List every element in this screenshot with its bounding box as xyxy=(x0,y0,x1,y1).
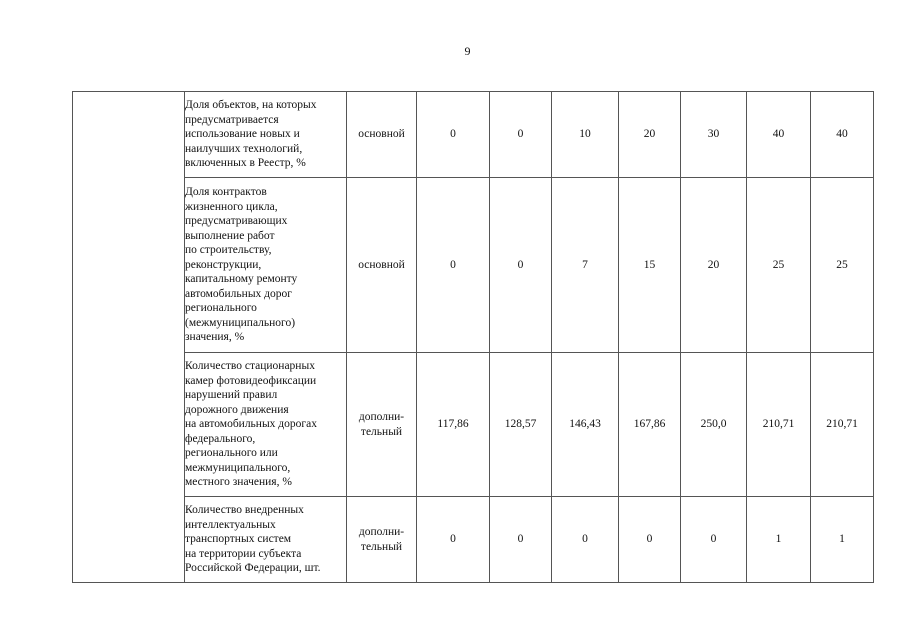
value-cell: 1 xyxy=(747,497,811,583)
indicator-name-line: наилучших технологий, xyxy=(185,142,303,155)
table-row xyxy=(73,92,874,178)
value-cell: 128,57 xyxy=(490,353,552,497)
value-cell: 117,86 xyxy=(417,353,490,497)
indicator-name-line: федерального, xyxy=(185,432,256,445)
indicator-name-line: местного значения, % xyxy=(185,476,292,489)
value-cell: 0 xyxy=(490,92,552,178)
indicator-name-line: камер фотовидеофиксации xyxy=(185,374,317,387)
indicator-name-line: Доля контрактов xyxy=(185,186,267,199)
indicator-name-line: предусматривается xyxy=(185,113,279,126)
indicator-name-cell xyxy=(185,178,347,353)
value-cell: 40 xyxy=(747,92,811,178)
indicator-type-line: тельный xyxy=(360,540,403,553)
indicator-type-cell xyxy=(347,353,417,497)
indicator-name-line: Доля объектов, на которых xyxy=(185,99,317,112)
value-cell: 15 xyxy=(619,178,681,353)
table-row xyxy=(73,353,874,497)
indicator-type-cell xyxy=(347,178,417,353)
indicator-name-line: (межмуниципального) xyxy=(185,316,296,329)
value-cell: 30 xyxy=(681,92,747,178)
value-cell: 7 xyxy=(552,178,619,353)
indicator-name-cell xyxy=(185,92,347,178)
indicator-name-line: на территории субъекта xyxy=(185,547,302,560)
indicators-table xyxy=(72,91,874,583)
indicator-name-cell xyxy=(185,497,347,583)
indicator-name-line: на автомобильных дорогах xyxy=(185,418,317,431)
indicator-name-line: нарушений правил xyxy=(185,389,278,402)
value-cell: 0 xyxy=(490,178,552,353)
indicator-name-line: по строительству, xyxy=(185,244,272,257)
value-cell: 0 xyxy=(417,497,490,583)
value-cell: 0 xyxy=(681,497,747,583)
table-row xyxy=(73,497,874,583)
indicator-name-line: регионального или xyxy=(185,447,278,460)
value-cell: 25 xyxy=(811,178,874,353)
indicator-name-line: интеллектуальных xyxy=(185,518,276,531)
indicator-name-line: Количество стационарных xyxy=(185,360,315,373)
value-cell: 167,86 xyxy=(619,353,681,497)
indicators-table-body xyxy=(73,92,874,583)
value-cell: 20 xyxy=(619,92,681,178)
indicator-type-cell xyxy=(347,92,417,178)
indicator-name-line: Российской Федерации, шт. xyxy=(185,562,321,575)
indicator-type-line: основной xyxy=(358,128,405,141)
indicator-name-line: дорожного движения xyxy=(185,403,289,416)
value-cell: 40 xyxy=(811,92,874,178)
indicator-name-line: использование новых и xyxy=(185,128,300,141)
indicator-name-line: значения, % xyxy=(185,331,245,344)
indicator-name-line: включенных в Реестр, % xyxy=(185,157,306,170)
indicator-name-line: жизненного цикла, xyxy=(185,200,278,213)
value-cell: 210,71 xyxy=(747,353,811,497)
indicator-name-line: выполнение работ xyxy=(185,229,275,242)
value-cell: 0 xyxy=(417,178,490,353)
value-cell: 20 xyxy=(681,178,747,353)
value-cell: 210,71 xyxy=(811,353,874,497)
table-row xyxy=(73,178,874,353)
indicator-name-line: транспортных систем xyxy=(185,533,292,546)
indicator-name-line: капитальному ремонту xyxy=(185,273,298,286)
indicator-type-line: дополни- xyxy=(358,411,405,423)
indicator-name-line: предусматривающих xyxy=(185,215,288,228)
indicator-name-cell xyxy=(185,353,347,497)
value-cell: 0 xyxy=(552,497,619,583)
indicator-name-line: автомобильных дорог xyxy=(185,287,292,300)
value-cell: 0 xyxy=(417,92,490,178)
value-cell: 10 xyxy=(552,92,619,178)
value-cell: 0 xyxy=(619,497,681,583)
indicator-name-line: регионального xyxy=(185,302,257,315)
value-cell: 25 xyxy=(747,178,811,353)
value-cell: 0 xyxy=(490,497,552,583)
indicator-name-line: Количество внедренных xyxy=(185,504,304,517)
value-cell: 146,43 xyxy=(552,353,619,497)
indicator-type-line: дополни- xyxy=(358,526,405,538)
value-cell: 250,0 xyxy=(681,353,747,497)
indicator-name-line: межмуниципального, xyxy=(185,461,291,474)
indicator-type-line: основной xyxy=(358,258,405,271)
indicator-type-cell xyxy=(347,497,417,583)
indicator-name-line: реконструкции, xyxy=(185,258,262,271)
indicator-type-line: тельный xyxy=(360,425,403,438)
value-cell: 1 xyxy=(811,497,874,583)
empty-group-cell xyxy=(73,92,185,583)
page-number: 9 xyxy=(464,44,471,58)
